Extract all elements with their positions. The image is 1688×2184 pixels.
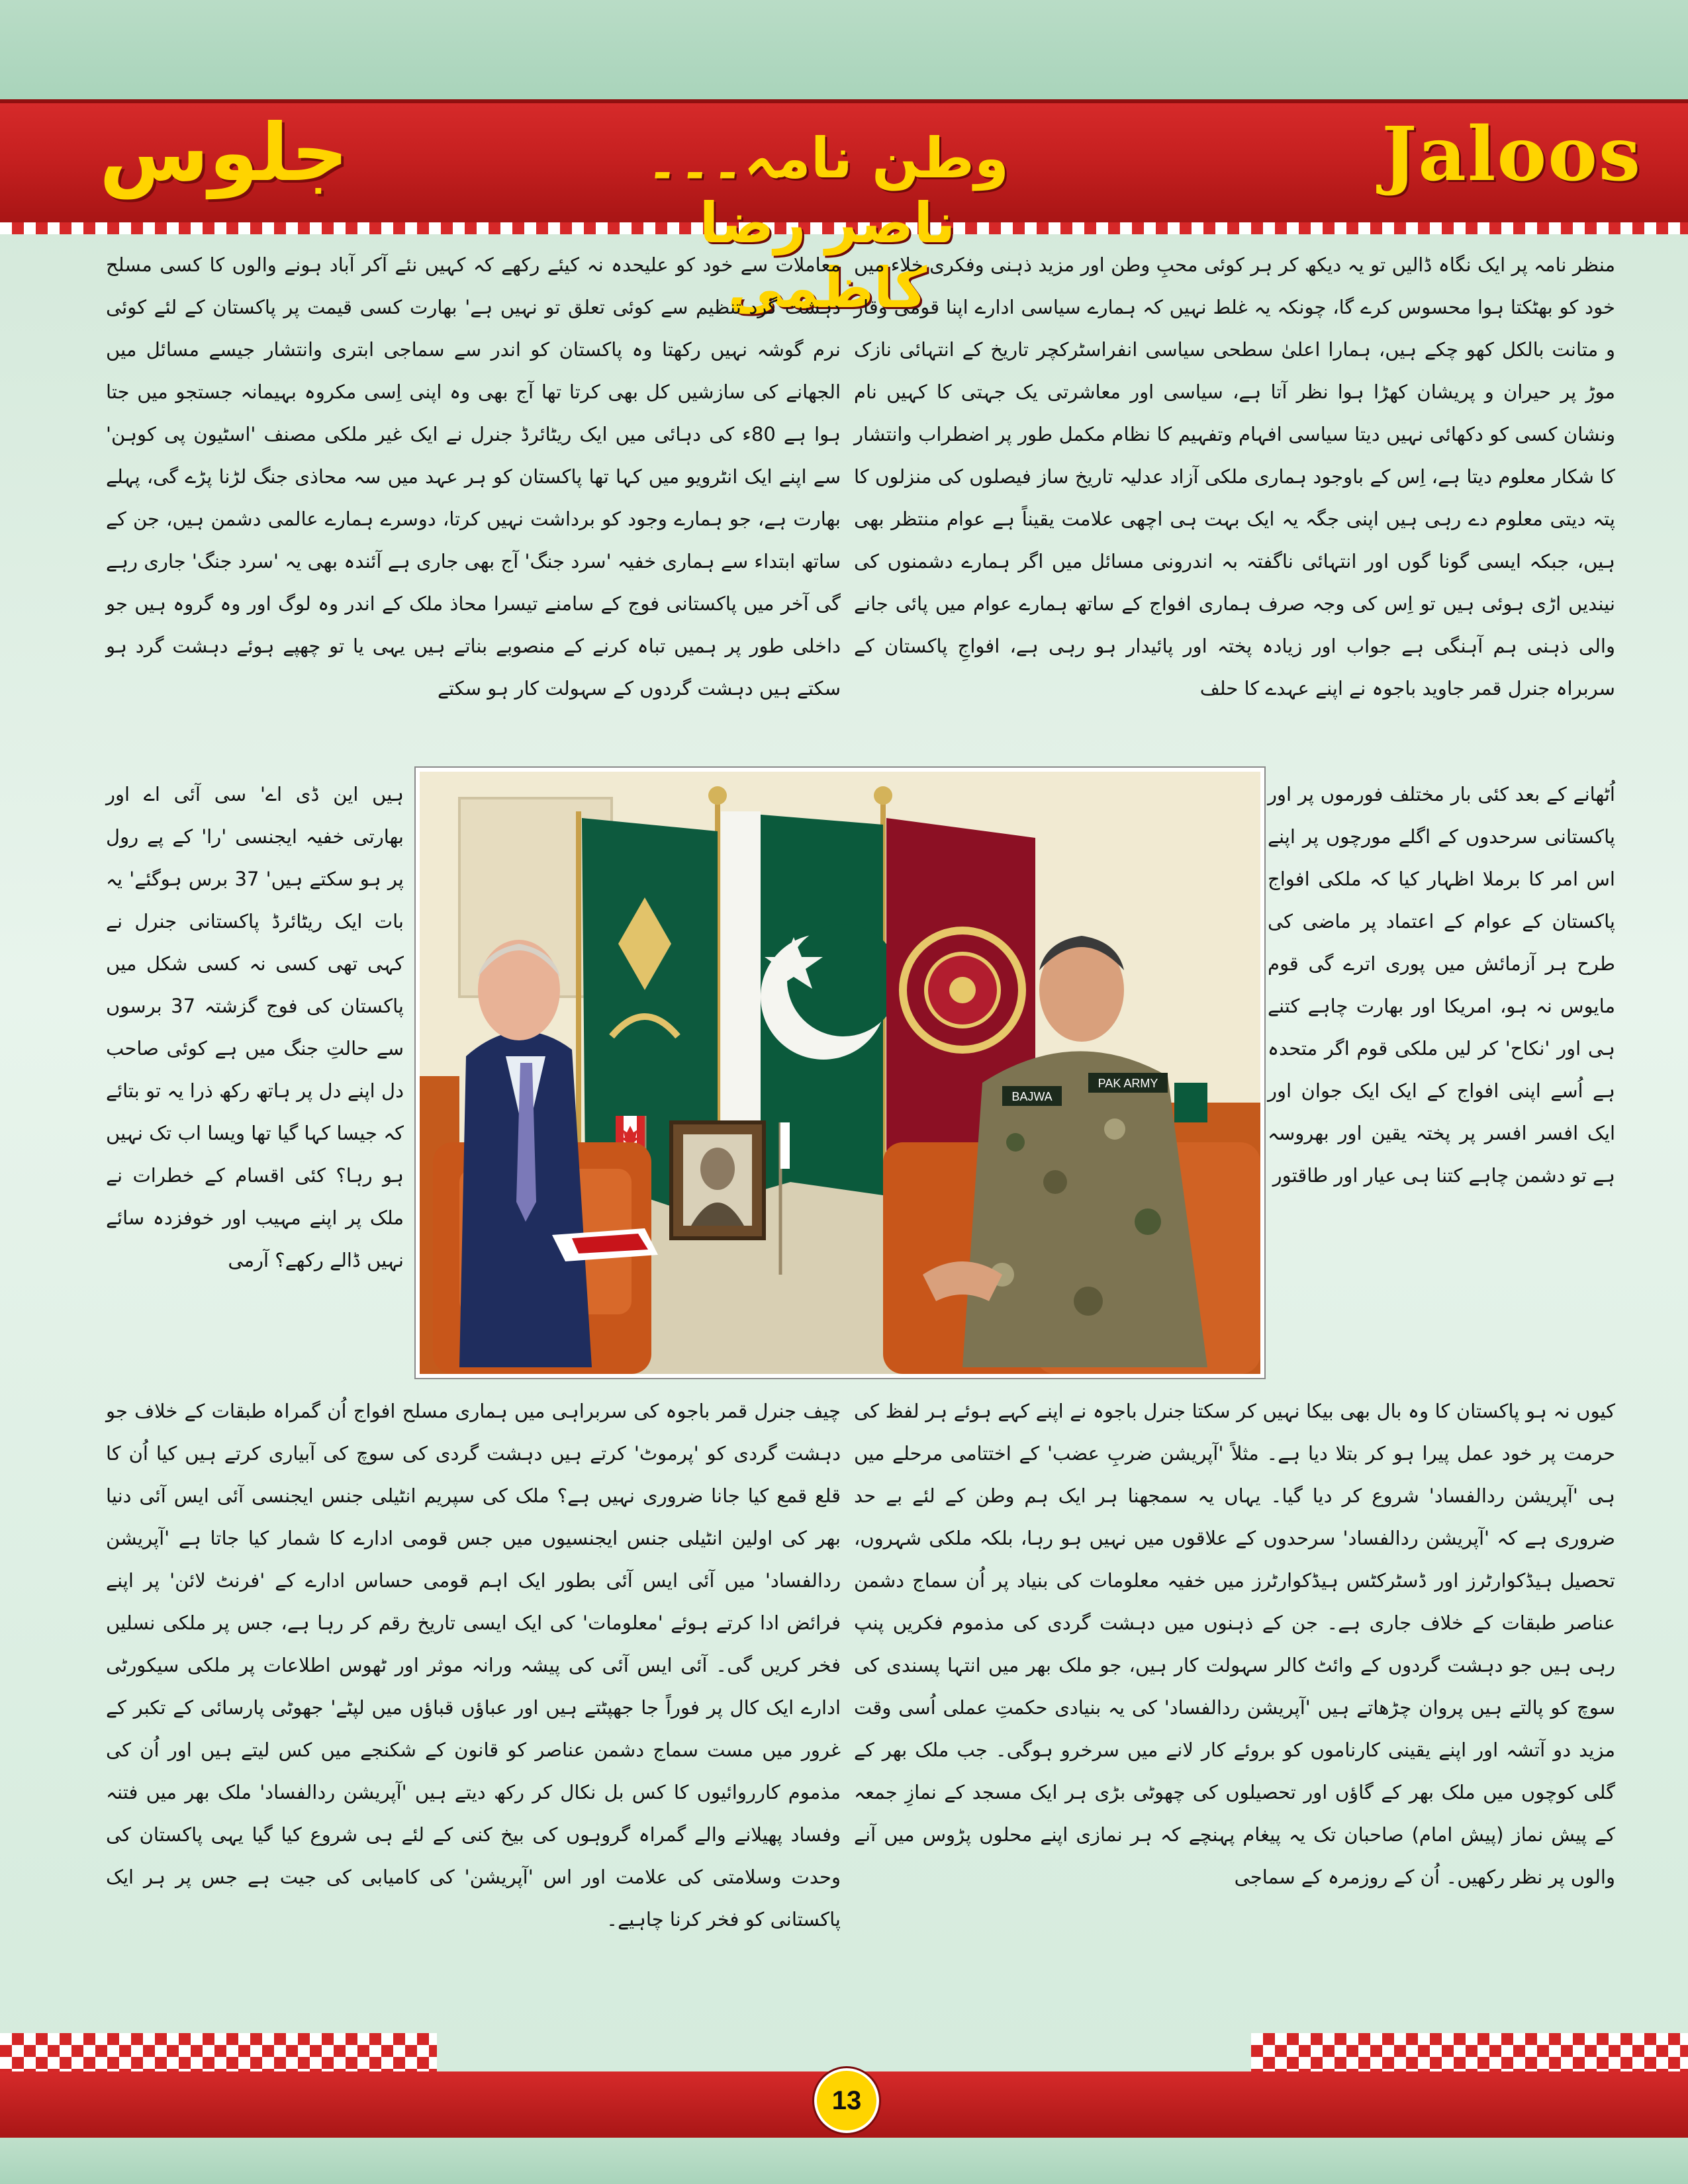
article-column-left-top: معاملات سے خود کو علیحدہ نہ کیئے رکھے کہ کہیں نئے آکر آباد ہونے والوں کا کسی مسلح دہشت گرد تنظیم سے کوئی تعلق تو نہیں ہے' بھارت کسی قیمت پر پاکستان کے لئے کوئی نرم گوشہ نہیں رکھتا وہ پاکستان کو اندر سے سماجی ابتری وانتشار جیسے مسائل میں الجھانے کی سازشیں کل بھی کرتا تھا آج بھی وہ اپنی اِسی مکروہ بہیمانہ جستجو میں جتا ہوا ہے 80ء کی دہائی میں ایک ریٹائرڈ جنرل نے ایک غیر ملکی مصنف 'اسٹیون پی کوہن' سے اپنے ایک انٹرویو میں کہا تھا پاکستان کو ہر عہد میں سہ محاذی جنگ لڑنا پڑے گی، پہلے بھارت ہے، جو ہمارے وجود کو برداشت نہیں کرتا، دوسرے ہمارے عالمی دشمن ہیں، جن کے ساتھ ابتداء سے ہماری خفیہ 'سرد جنگ' آج بھی جاری ہے آئندہ بھی یہ 'سرد جنگ' جاری رہے گی آخر میں پاکستانی فوج کے سامنے تیسرا محاذ ملک کے اندر وہ لوگ اور وہ گروہ ہیں جو داخلی طور پر ہمیں تباہ کرنے کے منصوبے بناتے ہیں یہی یا تو چھپے ہوئے دہشت گرد ہو سکتے ہیں دہشت گردوں کے سہولت کار ہو سکتے [106,253,841,700]
article-column-left-mid: ہیں این ڈی اے' سی آئی اے اور بھارتی خفیہ ایجنسی 'را' کے پے رول پر ہو سکتے ہیں' 37 برس ہوگئے' یہ بات ایک ریٹائرڈ پاکستانی جنرل نے کہی تھی کسی نہ کسی شکل میں پاکستان کی فوج گزشتہ 37 برسوں سے حالتِ جنگ میں ہے کوئی صاحب دل اپنے دل پر ہاتھ رکھ ذرا یہ تو بتائے کہ جیسا کہا گیا تھا ویسا اب تک نہیں ہو رہا؟ کئی اقسام کے خطرات نے ملک پر اپنے مہیب اور خوفزدہ سائے نہیں ڈالے رکھے؟ آرمی [106,783,404,1271]
bottom-decorative-band [0,2138,1688,2184]
article-column-right-top: منظر نامہ پر ایک نگاہ ڈالیں تو یہ دیکھ کر ہر کوئی محبِ وطن اور مزید ذہنی وفکری خلاء میں خود کو بھٹکتا ہوا محسوس کرے گا، چونکہ یہ غلط نہیں کہ ہمارے سیاسی ادارے اپنا قومی وقار و متانت بالکل کھو چکے ہیں، ہمارا اعلیٰ سطحی سیاسی انفراسٹرکچر تاریخ کے انتہائی نازک موڑ پر حیران و پریشان کھڑا ہوا نظر آتا ہے، سیاسی اور معاشرتی یک جہتی کا کہیں نام ونشان کسی کو دکھائی نہیں دیتا سیاسی افہام وتفہیم کا نظام مکمل طور پر اضطراب وانتشار کا شکار معلوم دیتا ہے، اِس کے باوجود ہماری ملکی آزاد عدلیہ تاریخ ساز فیصلوں کی منزلوں کا پتہ دیتی معلوم دے رہی ہیں اپنی جگہ یہ ایک بہت ہی اچھی علامت یقیناً ہے عوام منتظر بھی ہیں، جبکہ ایسی گونا گوں اور انتہائی ناگفتہ بہ اندرونی مسائل میں اگر ہمارے دشمنوں کی نیندیں اڑی ہوئی ہیں تو اِس کی وجہ صرف ہماری افواج کے ساتھ ہمارے عوام میں پائی جانے والی ذہنی ہم آہنگی ہے جواب اور زیادہ پختہ اور پائیدار ہو رہی ہے، افواجِ پاکستان کے سربراہ جنرل قمر جاوید باجوہ نے اپنے عہدے کا حلف [854,253,1615,700]
brand-logo-latin: Jaloos [1382,111,1642,198]
page-number: 13 [814,2068,879,2133]
column-title: وطن نامہ۔۔۔ ناصر رضا کاظمی [645,126,1009,320]
name-tag-bajwa: BAJWA [1011,1090,1053,1103]
article-column-right-mid: اُٹھانے کے بعد کئی بار مختلف فورموں پر اور پاکستانی سرحدوں کے اگلے مورچوں پر اپنے اس امر کا برملا اظہار کیا کہ ملکی افواج پاکستان کے عوام کے اعتماد پر ماضی کی طرح ہر آزمائش میں پوری اترے گی قوم مایوس نہ ہو، امریکا اور بھارت چاہے کتنے ہی اور 'نکاح' کر لیں ملکی قوم اگر متحدہ ہے اُسے اپنی افواج کے ایک ایک جوان اور ایک افسر افسر پر پختہ یقین اور بھروسہ ہے تو دشمن چاہے کتنا ہی عیار اور طاقتور [1268,783,1615,1187]
top-decorative-band [0,0,1688,99]
brand-logo-urdu: جلوس [99,107,349,199]
meeting-photo [416,768,1264,1378]
article-column-right-bottom: کیوں نہ ہو پاکستان کا وہ بال بھی بیکا نہیں کر سکتا جنرل باجوہ نے اپنے کہے ہوئے ہر لفظ کی حرمت پر خود عمل پیرا ہو کر بتلا دیا ہے۔ مثلاً 'آپریشن ضربِ عضب' کے اختتامی مرحلے میں ہی 'آپریشن ردالفساد' شروع کر دیا گیا۔ یہاں یہ سمجھنا ہر ایک ہم وطن کے لئے بے حد ضروری ہے کہ 'آپریشن ردالفساد' سرحدوں کے علاقوں میں نہیں ہو رہا، بلکہ ملکی شہروں، تحصیل ہیڈکوارٹرز اور ڈسٹرکٹس ہیڈکوارٹرز میں خفیہ معلومات کی بنیاد پر اُن سماج دشمن عناصر طبقات کے خلاف جاری ہے۔ جن کے ذہنوں میں دہشت گردی کی مذموم فکریں پنپ رہی ہیں جو دہشت گردوں کے وائٹ کالر سہولت کار ہیں، جو ملک بھر میں انتہا پسندی کی سوچ کو پالتے ہیں پروان چڑھاتے ہیں 'آپریشن ردالفساد' کی یہ بنیادی حکمتِ عملی اُسی وقت مزید دو آتشہ اور اپنے یقینی کارناموں کو بروئے کار لانے میں سرخرو ہوگی۔ جب ملک بھر کے گلی کوچوں میں ملک بھر کے گاؤں اور تحصیلوں کی چھوٹی بڑی ہر ایک مسجد کے نمازِ جمعہ کے پیش نماز (پیش امام) صاحبان تک یہ پیغام پہنچے کہ ہر نمازی اپنے محلوں پڑوس میں آنے والوں پر نظر رکھیں۔ اُن کے روزمرہ کے سماجی [854,1400,1615,1888]
name-tag-pak-army: PAK ARMY [1098,1077,1158,1090]
article-column-left-bottom: چیف جنرل قمر باجوہ کی سربراہی میں ہماری مسلح افواج اُن گمراہ طبقات کے خلاف جو دہشت گردی کو 'پرموٹ' کرتے ہیں دہشت گردی کی سوچ کی آبیاری کرتے ہیں کیا اُن کا قلع قمع کیا جانا ضروری نہیں ہے؟ ملک کی سپریم انٹیلی جنس ایجنسی آئی ایس آئی دنیا بھر کی اولین انٹیلی جنس ایجنسیوں میں جس قومی ادارے کا شمار کیا جاتا ہے 'آپریشن ردالفساد' میں آئی ایس آئی بطور ایک اہم قومی حساس ادارے کے 'فرنٹ لائن' پر اپنے فرائض ادا کرتے ہوئے 'معلومات' کی ایک ایسی تاریخ رقم کر رہا ہے، جس پر ملکی نسلیں فخر کریں گی۔ آئی ایس آئی کی پیشہ ورانہ موثر اور ٹھوس اطلاعات پر ملکی سیکورٹی ادارے ایک کال پر فوراً جا جھپٹتے ہیں اور عباؤں قباؤں میں لپٹے' جھوٹی پارسائی کے تکبر کے غرور میں مست سماج دشمن عناصر کو قانون کے شکنجے میں کس لیتے ہیں اور اُن کی مذموم کارروائیوں کا کس بل نکال کر رکھ دیتے ہیں 'آپریشن ردالفساد' ملک بھر میں فتنہ وفساد پھیلانے والے گمراہ گروہوں کی بیخ کنی کے لئے ہی شروع کیا گیا یہی پاکستان کی وحدت وسلامتی کی علامت اور اس 'آپریشن' کی کامیابی کی جیت ہے جس پر ہر ایک پاکستانی کو فخر کرنا چاہیے۔ [106,1400,841,1931]
